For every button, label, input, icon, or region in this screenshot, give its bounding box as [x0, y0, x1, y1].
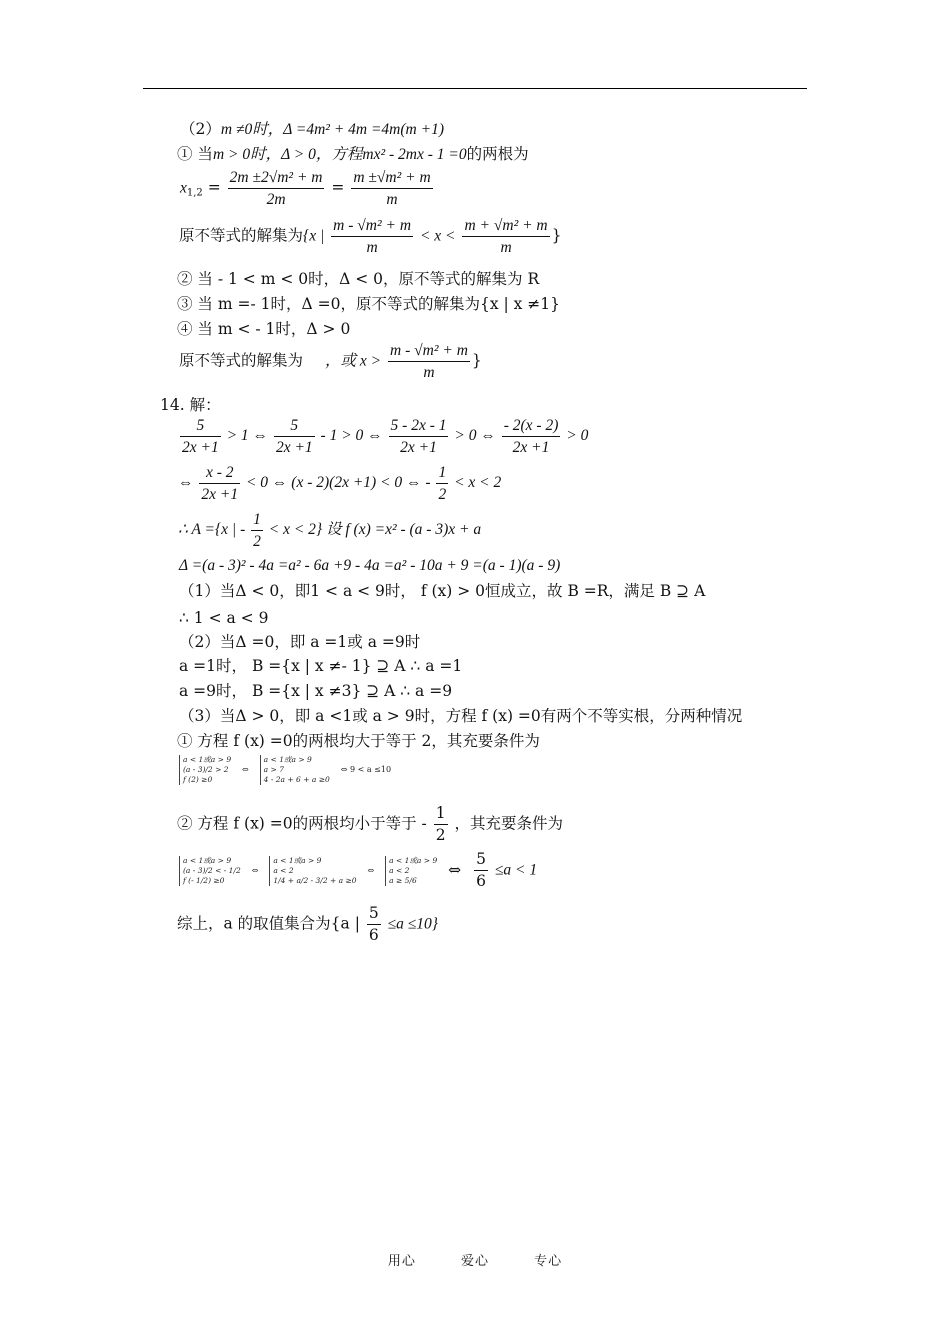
- sol1-right-num: m + √m² + m: [462, 218, 549, 237]
- q14-l2-b: < 0 ⇔ (x - 2)(2x +1) < 0 ⇔ -: [245, 474, 431, 492]
- q14-l12-a: ② 方程 f (x) =0的两根均小于等于 -: [177, 814, 427, 833]
- sol1-line: [179, 218, 562, 255]
- q14-l3-half-den: 2: [253, 532, 261, 550]
- q14-line-2: [178, 465, 501, 502]
- sys2-a-row: f (- 1/2) ≥0: [183, 875, 225, 885]
- q14-label: 14. 解：: [160, 396, 221, 414]
- sys2-b-row: 1/4 + a/2 - 3/2 + a ≥0: [273, 875, 357, 885]
- system-2-b: [269, 856, 356, 886]
- system-2: [179, 852, 537, 889]
- header-rule: [143, 88, 807, 89]
- part2-label: （2）: [180, 120, 221, 138]
- sys2-a-row: a < 1或a > 9: [183, 855, 232, 865]
- roots-num-2: m ±√m² + m: [351, 170, 432, 189]
- q14-l1-f2-den: 2x +1: [275, 438, 313, 456]
- sol1-close: }: [551, 226, 562, 245]
- sys2-result: ≤a < 1: [494, 861, 538, 879]
- q14-l12-b: ，其充要条件为: [454, 814, 564, 833]
- sys1-b-row: a > 7: [263, 765, 284, 774]
- q14-l13-a: 综上，a 的取值集合为{a |: [177, 914, 360, 933]
- roots-num-1: 2m ±2√m² + m: [228, 170, 325, 189]
- q14-l3-half-num: 1: [251, 512, 263, 531]
- q14-l2-frac: [199, 465, 240, 502]
- sol1-text: 原不等式的解集为: [179, 226, 304, 245]
- sys1-a-row: (a - 3)/2 > 2: [183, 765, 229, 774]
- q14-line-10: （3）当Δ > 0，即 a <1或 a > 9时，方程 f (x) =0有两个不等实根，分两种情况: [179, 707, 743, 725]
- q14-l1-a: > 1 ⇔: [226, 427, 269, 445]
- roots-line: $x_{1,2}$ = $\frac{\text{2m ±2√m² + m}}{2m}$ = $\frac{\text{m ±√m² + m}}{m}$: [180, 169, 431, 208]
- q14-l13-den: 6: [368, 925, 379, 944]
- q14-line-6: ∴ 1 < a < 9: [179, 609, 269, 627]
- q14-l2-half: [436, 465, 448, 502]
- case2-line: ② 当 - 1 < m < 0时，Δ < 0，原不等式的解集为 R: [177, 270, 540, 288]
- sys2-res-num: 5: [474, 852, 488, 871]
- q14-line-8: a =1时， B ={x | x ≠- 1} ⊇ A ∴ a =1: [179, 657, 463, 675]
- q14-line-5: （1）当Δ < 0，即1 < a < 9时， f (x) > 0恒成立，故 B =R，满足 B ⊇ A: [179, 582, 706, 600]
- q14-l2-c: < x < 2: [454, 474, 502, 492]
- case1-condition: m > 0时，Δ > 0，方程: [212, 146, 363, 163]
- footer-item: 用心: [387, 1254, 416, 1269]
- sol4-fraction: [388, 343, 470, 380]
- q14-l2-half-num: 1: [436, 465, 448, 484]
- q14-l1-f1-den: 2x +1: [182, 438, 219, 456]
- part2-line-1: [180, 122, 444, 138]
- case4-line: ④ 当 m < - 1时，Δ > 0: [177, 320, 351, 338]
- roots-fraction-2: [351, 170, 432, 207]
- sol4-line: [179, 343, 482, 380]
- q14-l1-frac-3: [389, 418, 449, 455]
- q14-l1-f4-num: - 2(x - 2): [502, 418, 561, 437]
- q14-l1-f3-num: 5 - 2x - 1: [389, 418, 449, 437]
- q14-l2-a: ⇔: [178, 474, 194, 492]
- sol4-text: 原不等式的解集为: [179, 351, 304, 370]
- roots-fraction-1: [228, 170, 325, 207]
- q14-l1-b: - 1 > 0 ⇔: [320, 427, 383, 445]
- sys1-b-row: 4 - 2a + 6 + a ≥0: [263, 775, 330, 784]
- roots-lhs: x: [180, 179, 187, 197]
- sys1-arrow: ⇔: [242, 765, 249, 774]
- q14-l3-half: [251, 512, 263, 549]
- sys2-c-row: a < 1或a > 9: [389, 855, 438, 865]
- case3-line: ③ 当 m =- 1时，Δ =0，原不等式的解集为{x | x ≠1}: [177, 295, 561, 313]
- case1-tail: 的两根为: [466, 145, 529, 163]
- sys2-c-row: a < 2: [389, 865, 410, 875]
- sys2-res-den: 6: [476, 871, 486, 890]
- q14-line-12: [177, 806, 563, 843]
- q14-l13-b: ≤a ≤10}: [387, 915, 439, 933]
- q14-line-9: a =9时， B ={x | x ≠3} ⊇ A ∴ a =9: [179, 682, 453, 700]
- sol1-mid: < x <: [419, 227, 456, 245]
- system-2-a: [179, 856, 241, 886]
- q14-l13-num: 5: [367, 906, 381, 925]
- sys2-a-row: (a - 3)/2 < - 1/2: [183, 865, 241, 875]
- roots-subscript: 1,2: [186, 187, 203, 199]
- q14-l3-b: < x < 2} 设 f (x) =x² - (a - 3)x + a: [268, 521, 482, 539]
- q14-line-7: （2）当Δ =0，即 a =1或 a =9时: [179, 633, 421, 651]
- sys2-arrow-2: ⇔: [367, 865, 375, 875]
- q14-l1-f4-den: 2x +1: [512, 438, 550, 456]
- q14-l1-frac-2: [274, 418, 315, 455]
- q14-l1-d: > 0: [566, 427, 589, 445]
- q14-line-1: [178, 418, 588, 455]
- sys2-arrow-1: ⇔: [251, 865, 259, 875]
- sol4-mid: ，或 x >: [325, 352, 382, 370]
- sys1-b-row: a < 1或a > 9: [263, 755, 312, 764]
- sol1-right-den: m: [500, 238, 512, 256]
- q14-l1-f3-den: 2x +1: [400, 438, 437, 456]
- sys2-result-fraction: [474, 852, 488, 889]
- q14-l12-half: [434, 806, 448, 843]
- q14-line-11: ① 方程 f (x) =0的两根均大于等于 2，其充要条件为: [177, 732, 540, 750]
- sol4-close: }: [471, 351, 482, 370]
- q14-l1-c: > 0 ⇔: [454, 427, 496, 445]
- q14-l1-frac-1: [180, 418, 221, 455]
- sol4-num: m - √m² + m: [388, 343, 470, 362]
- system-1-a: [179, 755, 231, 785]
- part2-condition: m ≠0时，Δ =4m² + 4m =4m(m +1): [220, 121, 444, 138]
- sys1-result: ⇔ 9 < a ≤10: [340, 765, 392, 774]
- roots-den-2: m: [386, 190, 398, 208]
- footer-item: 专心: [534, 1254, 563, 1269]
- sol1-right-fraction: [462, 218, 549, 255]
- q14-l12-half-num: 1: [434, 806, 448, 825]
- system-2-c: [385, 856, 437, 886]
- footer-item: 爱心: [460, 1254, 489, 1269]
- sys2-b-row: a < 2: [273, 865, 294, 875]
- page-footer: [0, 1250, 950, 1269]
- sys1-a-row: f (2) ≥0: [183, 775, 213, 784]
- case1-equation: mx² - 2mx - 1 =0: [362, 146, 467, 163]
- q14-l3-a: ∴ A ={x | -: [178, 521, 246, 539]
- sys2-c-row: a ≥ 5/6: [389, 875, 417, 885]
- sol4-den: m: [423, 363, 435, 381]
- q14-line-4: Δ =(a - 3)² - 4a =a² - 6a +9 - 4a =a² - 10a + 9 =(a - 1)(a - 9): [179, 557, 561, 574]
- q14-l2-den: 2x +1: [201, 485, 239, 503]
- system-1-b: [260, 755, 330, 785]
- q14-l1-f2-num: 5: [274, 418, 315, 437]
- sys1-a-row: a < 1或a > 9: [183, 755, 232, 764]
- q14-l13-fraction: [367, 906, 381, 943]
- case1-line: [177, 147, 529, 163]
- q14-l1-frac-4: [502, 418, 561, 455]
- sol1-left-den: m: [366, 238, 378, 256]
- sys2-b-row: a < 1或a > 9: [273, 855, 322, 865]
- q14-line-3: [178, 512, 481, 549]
- q14-l2-half-den: 2: [438, 485, 447, 503]
- q14-l2-num: x - 2: [199, 465, 240, 484]
- case1-lead: ① 当: [177, 145, 213, 163]
- q14-line-13: [177, 906, 438, 943]
- q14-l1-f1-num: 5: [180, 418, 221, 437]
- sol1-left-fraction: [331, 218, 413, 255]
- q14-l12-half-den: 2: [435, 825, 446, 844]
- roots-den-1: 2m: [266, 190, 286, 208]
- system-1: [179, 755, 397, 785]
- sol1-left-num: m - √m² + m: [331, 218, 413, 237]
- sol1-open: {x |: [303, 227, 325, 245]
- sys2-arrow-3: ⇔: [448, 860, 462, 879]
